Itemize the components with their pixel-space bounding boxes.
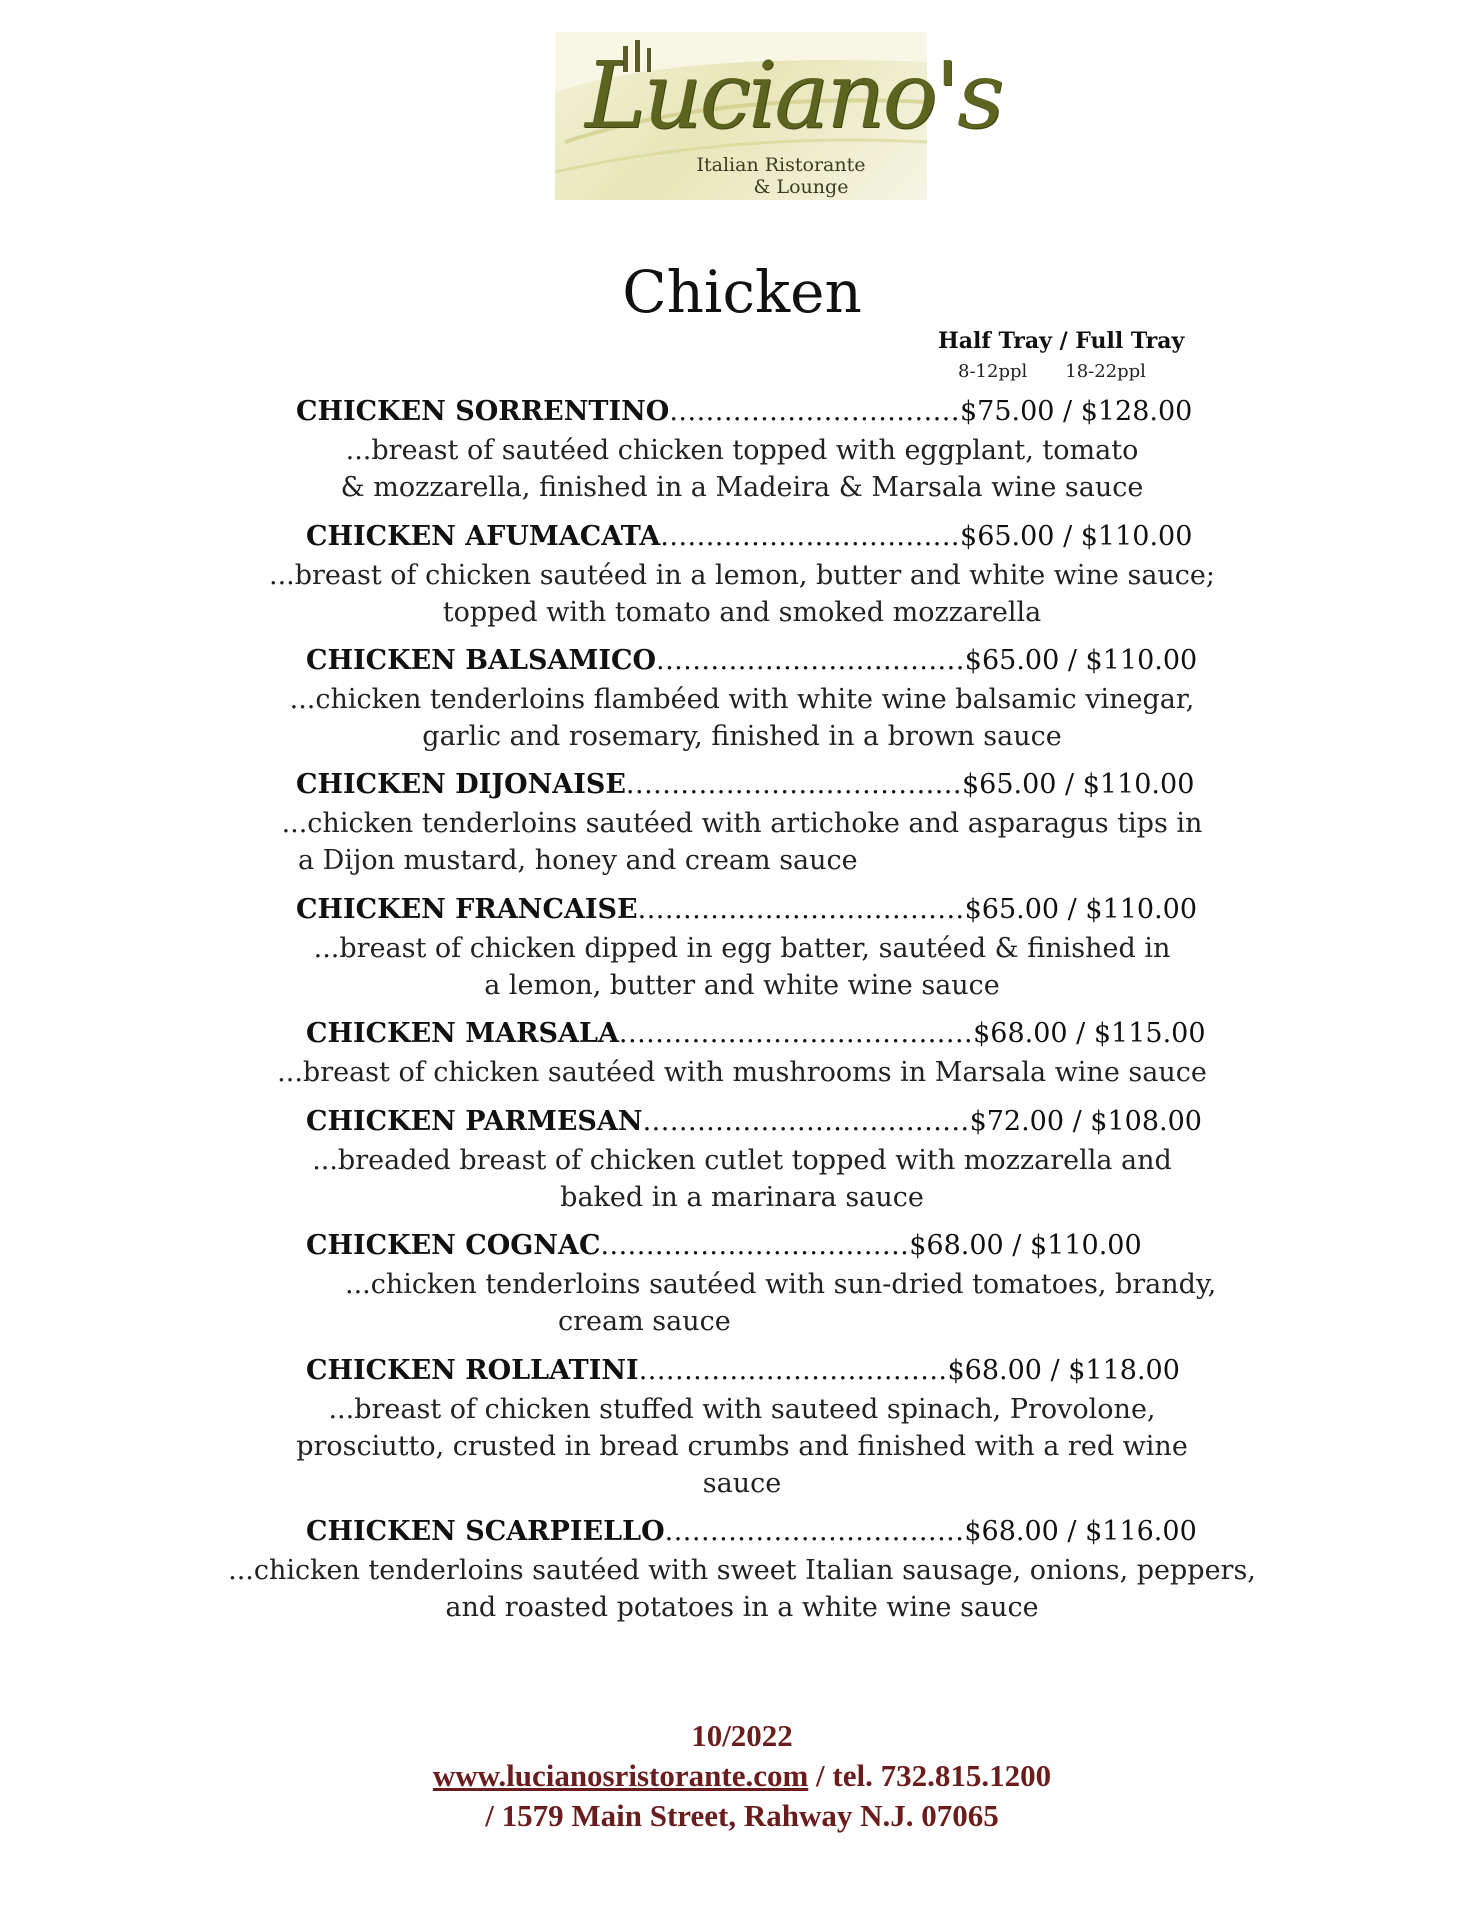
menu-item-price: $72.00 / $108.00 [969, 1106, 1202, 1137]
menu-item-name: CHICKEN SORRENTINO [296, 396, 670, 427]
menu-item-price: $75.00 / $128.00 [959, 396, 1193, 427]
menu-item-name: CHICKEN COGNAC [306, 1230, 601, 1261]
leader-dots: .................................. [638, 1355, 948, 1386]
menu-item-name: CHICKEN SCARPIELLO [306, 1516, 665, 1547]
menu-item-description: ...chicken tenderloins sautéed with sweet Italian sausage, onions, peppers, [228, 1555, 1256, 1586]
website-link[interactable]: www.lucianosristorante.com [432, 1758, 809, 1793]
full-tray-serving: 18-22ppl [1065, 361, 1146, 382]
menu-item-name: CHICKEN PARMESAN [306, 1106, 643, 1137]
menu-date: 10/2022 [691, 1718, 793, 1753]
menu-item-description: ...breaded breast of chicken cutlet topped with mozzarella and [312, 1145, 1172, 1176]
menu-item-description: a lemon, butter and white wine sauce [484, 970, 1000, 1001]
menu-item-description: ...chicken tenderloins sautéed with sun-dried tomatoes, brandy, [345, 1269, 1217, 1300]
menu-item-price: $68.00 / $115.00 [973, 1018, 1206, 1049]
menu-item-price: $65.00 / $110.00 [964, 645, 1198, 676]
leader-dots: .................................. [655, 645, 965, 676]
menu-item-description: cream sauce [558, 1306, 731, 1337]
address: / 1579 Main Street, Rahway N.J. 07065 [485, 1798, 999, 1833]
contact-line [0, 1758, 1484, 1794]
menu-item-price: $65.00 / $110.00 [961, 769, 1195, 800]
menu-item-title [296, 769, 1194, 800]
menu-item-title [306, 1516, 1197, 1547]
menu-item-description: a Dijon mustard, honey and cream sauce [298, 845, 858, 876]
half-tray-serving: 8-12ppl [958, 361, 1028, 382]
leader-dots: .................................... [642, 1106, 970, 1137]
menu-item-price: $65.00 / $110.00 [964, 894, 1198, 925]
leader-dots: .................................. [600, 1230, 910, 1261]
menu-item-name: CHICKEN BALSAMICO [306, 645, 656, 676]
menu-item-description: garlic and rosemary, finished in a brown sauce [422, 721, 1062, 752]
menu-item-description: ...breast of chicken stuffed with sauteed spinach, Provolone, [328, 1394, 1156, 1425]
leader-dots: ....................................... [618, 1018, 974, 1049]
restaurant-logo [555, 32, 1002, 200]
menu-item-description: & mozzarella, finished in a Madeira & Marsala wine sauce [340, 472, 1144, 503]
menu-item-name: CHICKEN AFUMACATA [306, 521, 661, 552]
menu-item-description: ...breast of chicken sautéed in a lemon, butter and white wine sauce; [268, 560, 1215, 591]
menu-item-name: CHICKEN ROLLATINI [306, 1355, 639, 1386]
logo-wordmark: Luciano's [585, 42, 1002, 149]
menu-item-price: $68.00 / $110.00 [909, 1230, 1142, 1261]
menu-item-description: sauce [702, 1468, 782, 1499]
menu-item-price: $65.00 / $110.00 [960, 521, 1193, 552]
menu-item-description: ...breast of sautéed chicken topped with eggplant, tomato [345, 435, 1139, 466]
menu-item-name: CHICKEN FRANCAISE [296, 894, 638, 925]
menu-item-description: baked in a marinara sauce [560, 1182, 924, 1213]
menu-item-description: topped with tomato and smoked mozzarella [442, 597, 1042, 628]
logo-subtitle-2: & Lounge [753, 176, 849, 198]
leader-dots: ................................ [669, 396, 960, 427]
page-title: Chicken [622, 258, 862, 326]
menu-item-title [306, 1355, 1180, 1386]
menu-item-description: ...chicken tenderloins flambéed with white wine balsamic vinegar, [289, 684, 1195, 715]
menu-item-description: prosciutto, crusted in bread crumbs and finished with a red wine [296, 1431, 1188, 1462]
menu-item-description: ...chicken tenderloins sautéed with artichoke and asparagus tips in [281, 808, 1203, 839]
menu-item-description: and roasted potatoes in a white wine sauce [445, 1592, 1039, 1623]
tray-size-header: Half Tray / Full Tray [938, 328, 1185, 354]
menu-item-description: ...breast of chicken dipped in egg batter, sautéed & finished in [313, 933, 1171, 964]
menu-item-title [296, 396, 1192, 427]
menu-item-title [306, 645, 1197, 676]
menu-item-title [306, 1018, 1206, 1049]
menu-item-name: CHICKEN DIJONAISE [296, 769, 626, 800]
leader-dots: .................................... [637, 894, 965, 925]
tray-serving-sizes [958, 361, 1146, 382]
telephone: / tel. 732.815.1200 [808, 1758, 1052, 1793]
logo-subtitle-1: Italian Ristorante [696, 154, 866, 176]
menu-item-title [296, 894, 1197, 925]
menu-item-price: $68.00 / $118.00 [947, 1355, 1180, 1386]
menu-item-title [306, 1106, 1202, 1137]
leader-dots: ..................................... [625, 769, 962, 800]
leader-dots: ................................. [664, 1516, 965, 1547]
menu-item-name: CHICKEN MARSALA [306, 1018, 619, 1049]
leader-dots: ................................. [660, 521, 961, 552]
menu-item-title [306, 521, 1192, 552]
menu-item-title [306, 1230, 1142, 1261]
menu-item-description: ...breast of chicken sautéed with mushrooms in Marsala wine sauce [277, 1057, 1207, 1088]
menu-item-price: $68.00 / $116.00 [964, 1516, 1197, 1547]
